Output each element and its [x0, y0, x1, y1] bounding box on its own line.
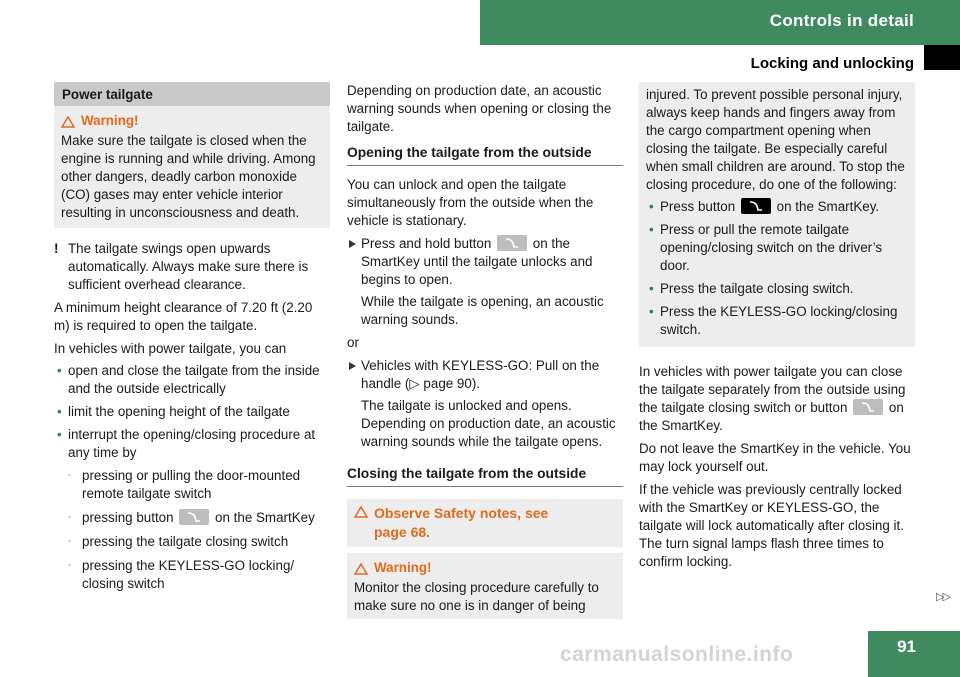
- step-result: While the tailgate is opening, an acoustic warning sounds.: [361, 294, 604, 327]
- page-subtitle: Locking and unlocking: [750, 55, 914, 72]
- warning-triangle-icon: [354, 563, 368, 575]
- warning-heading: Warning!: [61, 112, 323, 130]
- paragraph: Do not leave the SmartKey in the vehicle. You may lock yourself out.: [639, 441, 911, 474]
- list-item: • Press the KEYLESS-GO locking/closing switch.: [646, 303, 908, 339]
- column-2: [347, 82, 623, 619]
- safety-notes-box: [347, 499, 623, 547]
- paragraph: Depending on production date, an acoustic warning sounds when opening or closing the tailgate.: [347, 83, 612, 134]
- paragraph: A minimum height clearance of 7.20 ft (2.20 m) is required to open the tailgate.: [54, 300, 313, 333]
- tailgate-key-icon: [179, 509, 209, 525]
- step-result: The tailgate is unlocked and opens. Depending on production date, an acoustic warning sounds while the tailgate opens.: [361, 398, 616, 449]
- warning-heading: Warning!: [354, 559, 616, 577]
- tailgate-key-icon: [741, 198, 771, 214]
- section-heading-closing: Closing the tailgate from the outside: [347, 465, 623, 487]
- paragraph: If the vehicle was previously centrally locked with the SmartKey or KEYLESS-GO, the tailgate will lock automatically after closing it. The turn signal lamps flash three times to confirm locking.: [639, 482, 904, 569]
- page-number-box: [868, 631, 960, 677]
- watermark: carmanualsonline.info: [560, 643, 794, 666]
- list-item: • Press button on the SmartKey.: [646, 198, 908, 216]
- step-item: Vehicles with KEYLESS-GO: Pull on the handle (▷ page 90).: [347, 357, 623, 393]
- tailgate-key-icon: [497, 235, 527, 251]
- warning-triangle-icon: [354, 506, 368, 518]
- paragraph: In vehicles with power tailgate, you can: [54, 341, 287, 356]
- paragraph: You can unlock and open the tailgate simultaneously from the outside when the vehicle is stationary.: [347, 177, 594, 228]
- section-title: Controls in detail: [769, 11, 914, 30]
- list-item: • limit the opening height of the tailgate: [54, 403, 330, 421]
- note: ! The tailgate swings open upwards automatically. Always make sure there is sufficient overhead clearance.: [54, 241, 309, 292]
- section-heading-opening: Opening the tailgate from the outside: [347, 144, 623, 166]
- warning-text: injured. To prevent possible personal injury, always keep hands and fingers away from the cargo compartment opening when closing the tailgate. Be especially careful when small children are around. To stop the closing procedure, do one of the following:: [646, 87, 905, 192]
- column-3: [639, 82, 915, 576]
- step-item: Press and hold button on the SmartKey until the tailgate unlocks and begins to open.: [347, 235, 623, 289]
- power-tailgate-box-title: Power tailgate: [54, 82, 330, 106]
- list-item: • open and close the tailgate from the inside and the outside electrically: [54, 362, 330, 398]
- warning-box-continued: [639, 82, 915, 347]
- sub-list-item: - pressing or pulling the door-mounted remote tailgate switch: [54, 467, 330, 503]
- warning-box: [347, 553, 623, 619]
- sub-list-item: - pressing the tailgate closing switch: [54, 533, 330, 551]
- safety-heading: Observe Safety notes, see page 68.: [354, 504, 616, 542]
- or-text: or: [347, 335, 359, 350]
- warning-text: Make sure the tailgate is closed when the engine is running and while driving. Among other dangers, deadly carbon monoxide (CO) gases may enter vehicle interior resulting in unconsciousness and death.: [61, 133, 316, 220]
- page-reference[interactable]: ▷ page 90: [409, 376, 472, 391]
- tailgate-key-icon: [853, 399, 883, 415]
- note-mark: !: [54, 241, 59, 256]
- sub-list-item: - pressing the KEYLESS-GO locking/ closing switch: [54, 557, 330, 593]
- column-1: [54, 82, 330, 599]
- warning-triangle-icon: [61, 116, 75, 128]
- continue-arrow-icon: ▷▷: [936, 591, 949, 603]
- page-number: 91: [897, 637, 916, 656]
- paragraph: In vehicles with power tailgate you can close the tailgate separately from the outside using the tailgate closing switch or button on the SmartKey.: [639, 364, 906, 433]
- list-item: • Press the tailgate closing switch.: [646, 280, 908, 298]
- warning-text: Monitor the closing procedure carefully to make sure no one is in danger of being: [354, 580, 599, 613]
- sub-list-item: - pressing button on the SmartKey: [54, 509, 330, 527]
- warning-box: [54, 106, 330, 228]
- thumb-tab: [924, 45, 960, 70]
- list-item: • Press or pull the remote tailgate opening/closing switch on the driver’s door.: [646, 221, 908, 275]
- list-item: • interrupt the opening/closing procedure at any time by: [54, 426, 330, 462]
